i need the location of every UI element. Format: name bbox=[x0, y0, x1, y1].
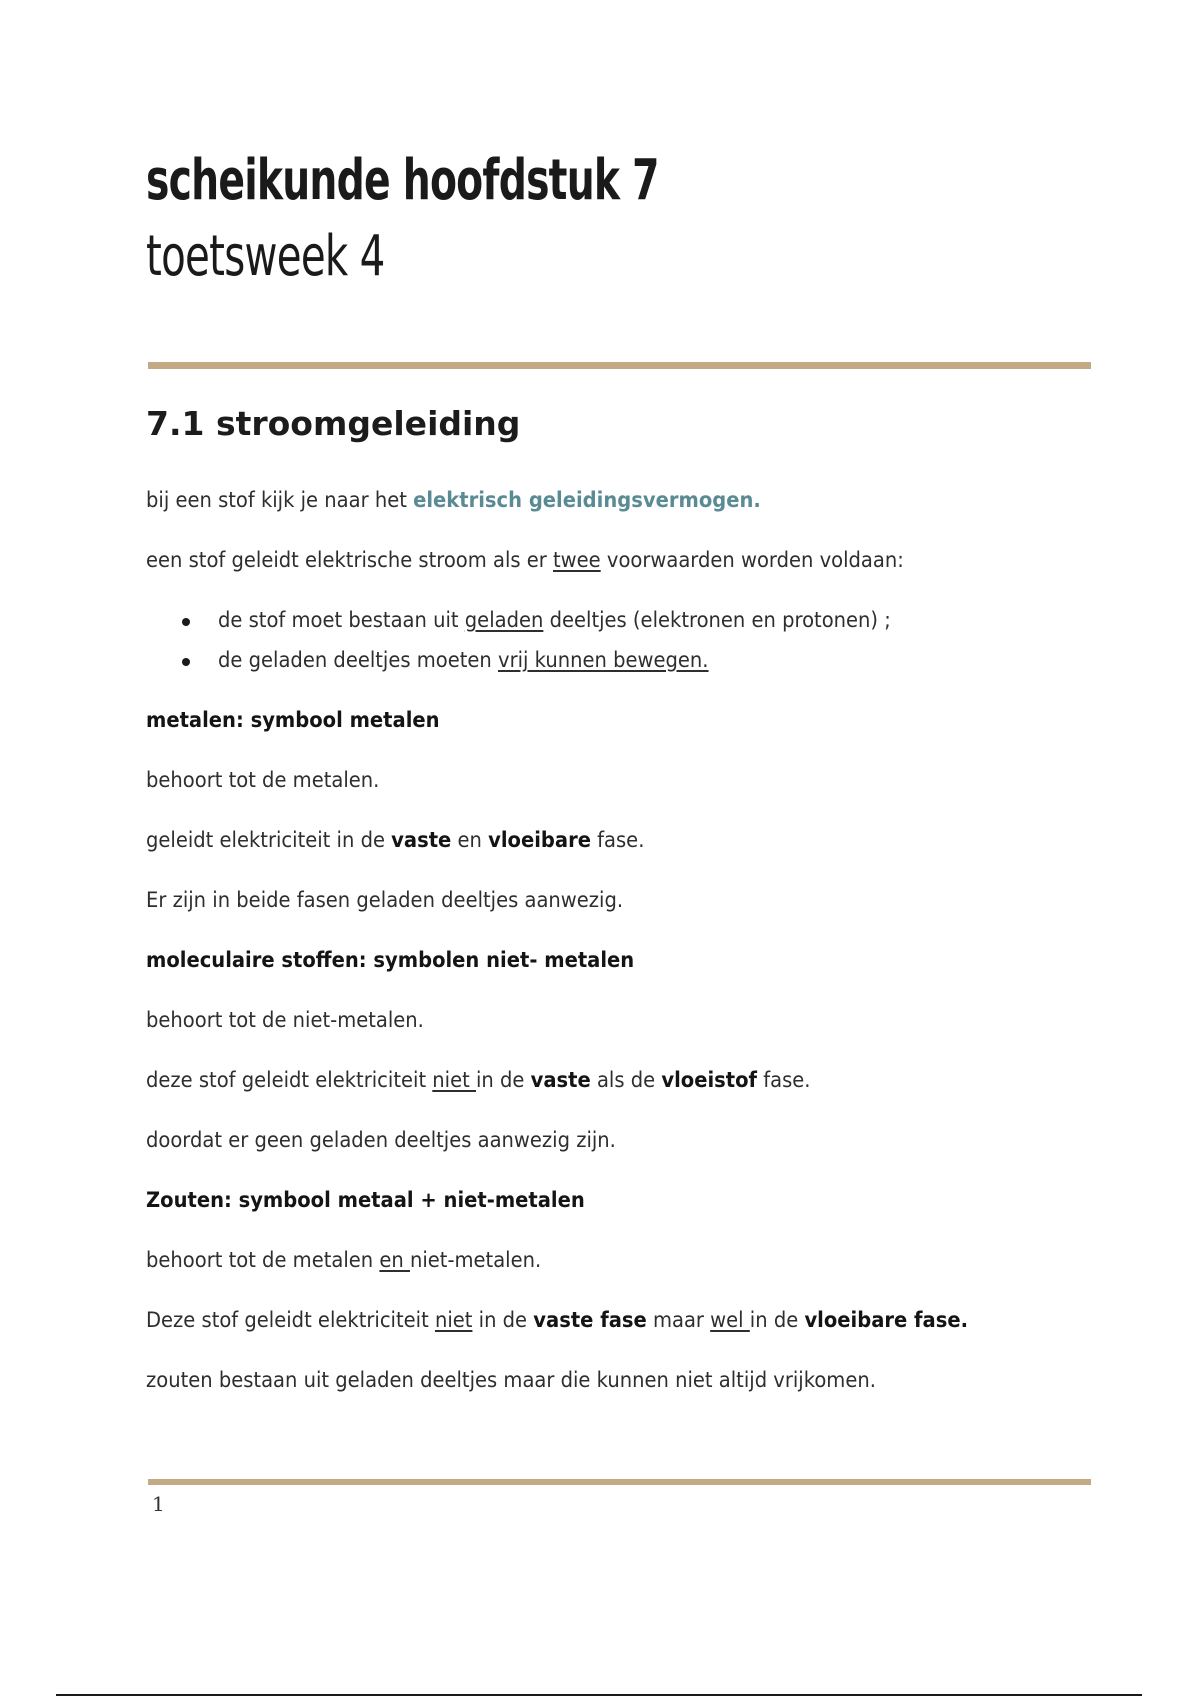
list-item bbox=[218, 606, 891, 634]
underlined-text: vrij kunnen bewegen. bbox=[498, 648, 709, 672]
bold-text: vloeistof bbox=[661, 1068, 758, 1092]
text: en bbox=[451, 828, 489, 852]
underlined-text: en bbox=[379, 1248, 410, 1272]
text: in de bbox=[749, 1308, 805, 1332]
text: deeltjes (elektronen en protonen) ; bbox=[543, 608, 891, 632]
text: deze stof geleidt elektriciteit bbox=[146, 1068, 433, 1092]
highlight-term: elektrisch geleidingsvermogen. bbox=[413, 488, 761, 512]
bottom-divider bbox=[148, 1479, 1091, 1485]
bold-text: vaste bbox=[530, 1068, 591, 1092]
page-edge-line bbox=[56, 1694, 1142, 1696]
paragraph bbox=[146, 1066, 810, 1094]
underlined-text: niet bbox=[432, 1068, 477, 1092]
top-divider bbox=[148, 362, 1091, 369]
paragraph: doordat er geen geladen deeltjes aanwezig zijn. bbox=[146, 1128, 616, 1152]
bullet-icon bbox=[182, 618, 190, 626]
underlined-text: twee bbox=[553, 548, 601, 572]
text: de geladen deeltjes moeten bbox=[218, 648, 499, 672]
bold-text: vloeibare fase. bbox=[804, 1308, 969, 1332]
subheading-moleculair bbox=[146, 946, 634, 974]
underlined-text: wel bbox=[710, 1308, 750, 1332]
bold-text: vaste bbox=[391, 828, 452, 852]
text: Deze stof geleidt elektriciteit bbox=[146, 1308, 435, 1332]
subheading-metalen bbox=[146, 706, 440, 734]
text: fase. bbox=[590, 828, 645, 852]
text: als de bbox=[590, 1068, 662, 1092]
bold-text: Zouten: symbool metaal + niet-metalen bbox=[146, 1188, 585, 1212]
text: geleidt elektriciteit in de bbox=[146, 828, 392, 852]
document-title: scheikunde hoofdstuk 7 bbox=[146, 148, 659, 213]
text: niet-metalen. bbox=[409, 1248, 542, 1272]
page-number: 1 bbox=[152, 1492, 165, 1516]
text: de stof moet bestaan uit bbox=[218, 608, 465, 632]
subheading-zouten bbox=[146, 1186, 585, 1214]
paragraph bbox=[146, 1246, 541, 1274]
underlined-text: geladen bbox=[464, 608, 544, 632]
paragraph bbox=[146, 1306, 968, 1334]
list-item bbox=[218, 646, 709, 674]
paragraph-intro bbox=[146, 486, 761, 514]
bold-text: vaste fase bbox=[533, 1308, 647, 1332]
paragraph bbox=[146, 826, 644, 854]
paragraph: behoort tot de niet-metalen. bbox=[146, 1008, 424, 1032]
text: behoort tot de metalen bbox=[146, 1248, 380, 1272]
text: een stof geleidt elektrische stroom als er bbox=[146, 548, 554, 572]
paragraph: Er zijn in beide fasen geladen deeltjes aanwezig. bbox=[146, 888, 624, 912]
bold-text: moleculaire stoffen: symbolen niet- metalen bbox=[146, 948, 635, 972]
document-subtitle: toetsweek 4 bbox=[146, 224, 385, 289]
bullet-icon bbox=[182, 658, 190, 666]
text: in de bbox=[472, 1308, 534, 1332]
bold-text: vloeibare bbox=[488, 828, 591, 852]
section-heading: 7.1 stroomgeleiding bbox=[146, 404, 521, 443]
text: voorwaarden worden voldaan: bbox=[600, 548, 904, 572]
text: fase. bbox=[757, 1068, 811, 1092]
paragraph-conditions bbox=[146, 546, 904, 574]
paragraph: zouten bestaan uit geladen deeltjes maar die kunnen niet altijd vrijkomen. bbox=[146, 1368, 876, 1392]
text: bij een stof kijk je naar het bbox=[146, 488, 414, 512]
paragraph: behoort tot de metalen. bbox=[146, 768, 380, 792]
text: maar bbox=[646, 1308, 711, 1332]
bold-text: metalen: symbool metalen bbox=[146, 708, 440, 732]
underlined-text: niet bbox=[434, 1308, 473, 1332]
text: in de bbox=[476, 1068, 531, 1092]
